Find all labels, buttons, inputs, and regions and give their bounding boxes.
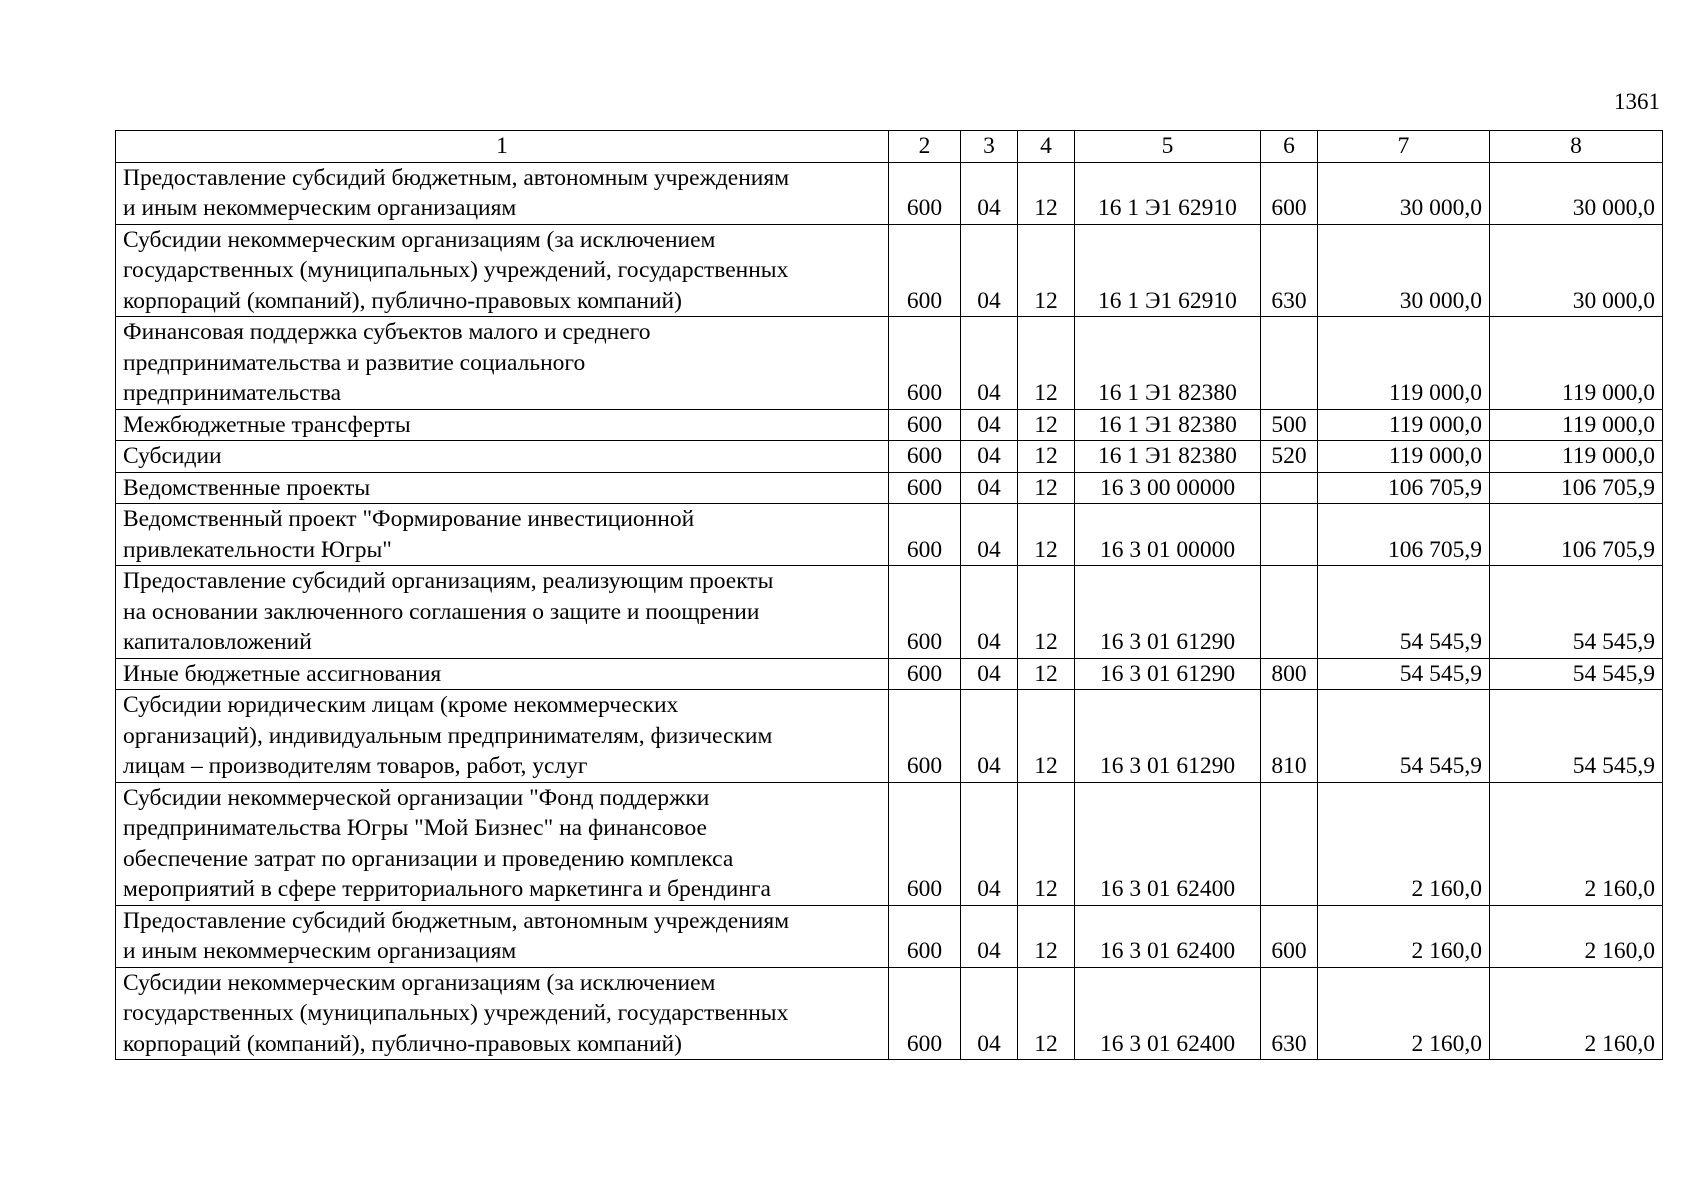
subsection-code-cell: 12 <box>1018 782 1075 905</box>
row-name-line: организаций), индивидуальным предпринимателям, физическим <box>123 722 773 749</box>
table-row <box>116 409 1663 441</box>
amount-cell-7: 30 000,0 <box>1318 224 1490 317</box>
expense-type-cell: 520 <box>1261 441 1318 473</box>
amount-cell-8: 2 160,0 <box>1490 905 1663 967</box>
header-row <box>116 131 1663 163</box>
section-code-cell: 04 <box>961 224 1018 317</box>
table-row <box>116 782 1663 905</box>
subsection-code-cell: 12 <box>1018 472 1075 504</box>
column-header: 6 <box>1261 131 1318 163</box>
expense-type-cell <box>1261 566 1318 659</box>
ministry-code-cell: 600 <box>889 317 961 410</box>
target-article-cell: 16 3 01 62400 <box>1075 967 1261 1060</box>
amount-cell-7: 2 160,0 <box>1318 967 1490 1060</box>
row-name-cell <box>116 967 889 1060</box>
ministry-code-cell: 600 <box>889 504 961 566</box>
row-name-line: Финансовая поддержка субъектов малого и среднего <box>123 319 651 345</box>
column-header: 7 <box>1318 131 1490 163</box>
row-name-line: предпринимательства и развитие социального <box>123 349 586 376</box>
row-name-cell <box>116 905 889 967</box>
row-name-cell <box>116 472 889 504</box>
ministry-code-cell: 600 <box>889 224 961 317</box>
amount-cell-7: 119 000,0 <box>1318 441 1490 473</box>
section-code-cell: 04 <box>961 472 1018 504</box>
row-name-cell <box>116 504 889 566</box>
ministry-code-cell: 600 <box>889 905 961 967</box>
section-code-cell: 04 <box>961 905 1018 967</box>
row-name-line: и иным некоммерческим организациям <box>123 938 517 964</box>
amount-cell-7: 2 160,0 <box>1318 782 1490 905</box>
row-name-line: Предоставление субсидий бюджетным, автономным учреждениям <box>123 907 790 934</box>
amount-cell-8: 54 545,9 <box>1490 658 1663 690</box>
row-name-cell <box>116 782 889 905</box>
target-article-cell: 16 1 Э1 82380 <box>1075 317 1261 410</box>
target-article-cell: 16 3 01 61290 <box>1075 690 1261 783</box>
row-name-line: государственных (муниципальных) учреждений, государственных <box>123 257 789 283</box>
row-name-line: и иным некоммерческим организациям <box>123 195 517 221</box>
table-row <box>116 441 1663 473</box>
expense-type-cell <box>1261 782 1318 905</box>
row-name-line: Межбюджетные трансферты <box>123 411 411 438</box>
amount-cell-8: 54 545,9 <box>1490 566 1663 659</box>
table-row <box>116 317 1663 410</box>
amount-cell-7: 30 000,0 <box>1318 162 1490 224</box>
subsection-code-cell: 12 <box>1018 967 1075 1060</box>
expense-type-cell: 800 <box>1261 658 1318 690</box>
subsection-code-cell: 12 <box>1018 658 1075 690</box>
ministry-code-cell: 600 <box>889 441 961 473</box>
table-row <box>116 224 1663 317</box>
row-name-line: мероприятий в сфере территориального маркетинга и брендинга <box>123 876 771 902</box>
expense-type-cell <box>1261 472 1318 504</box>
table-body <box>116 162 1663 1060</box>
table-row <box>116 504 1663 566</box>
section-code-cell: 04 <box>961 658 1018 690</box>
row-name-line: Предоставление субсидий организациям, реализующим проекты <box>123 568 774 594</box>
row-name-line: Субсидии некоммерческим организациям (за исключением <box>123 226 716 253</box>
target-article-cell: 16 3 01 00000 <box>1075 504 1261 566</box>
row-name-cell <box>116 162 889 224</box>
ministry-code-cell: 600 <box>889 690 961 783</box>
row-name-line: Предоставление субсидий бюджетным, автономным учреждениям <box>123 164 790 191</box>
subsection-code-cell: 12 <box>1018 504 1075 566</box>
section-code-cell: 04 <box>961 782 1018 905</box>
row-name-line: предпринимательства Югры "Мой Бизнес" на финансовое <box>123 815 707 841</box>
subsection-code-cell: 12 <box>1018 441 1075 473</box>
row-name-line: Субсидии некоммерческим организациям (за исключением <box>123 969 716 996</box>
row-name-line: Ведомственные проекты <box>123 474 371 501</box>
row-name-line: обеспечение затрат по организации и проведению комплекса <box>123 845 734 872</box>
column-header: 4 <box>1018 131 1075 163</box>
column-header: 3 <box>961 131 1018 163</box>
table-row <box>116 690 1663 783</box>
amount-cell-7: 119 000,0 <box>1318 409 1490 441</box>
target-article-cell: 16 3 01 61290 <box>1075 658 1261 690</box>
subsection-code-cell: 12 <box>1018 690 1075 783</box>
section-code-cell: 04 <box>961 566 1018 659</box>
row-name-cell <box>116 690 889 783</box>
amount-cell-8: 2 160,0 <box>1490 967 1663 1060</box>
target-article-cell: 16 1 Э1 62910 <box>1075 224 1261 317</box>
page-number: 1361 <box>1614 89 1660 114</box>
row-name-line: Субсидии некоммерческой организации "Фонд поддержки <box>123 784 710 811</box>
table-row <box>116 472 1663 504</box>
expense-type-cell: 500 <box>1261 409 1318 441</box>
amount-cell-7: 54 545,9 <box>1318 658 1490 690</box>
target-article-cell: 16 1 Э1 82380 <box>1075 409 1261 441</box>
row-name-line: капиталовложений <box>123 629 312 655</box>
expense-type-cell: 810 <box>1261 690 1318 783</box>
amount-cell-8: 119 000,0 <box>1490 317 1663 410</box>
section-code-cell: 04 <box>961 317 1018 410</box>
amount-cell-7: 54 545,9 <box>1318 690 1490 783</box>
row-name-line: Субсидии <box>123 443 222 469</box>
row-name-cell <box>116 224 889 317</box>
row-name-line: Ведомственный проект "Формирование инвестиционной <box>123 506 695 532</box>
target-article-cell: 16 3 01 61290 <box>1075 566 1261 659</box>
column-header: 5 <box>1075 131 1261 163</box>
expense-type-cell: 630 <box>1261 224 1318 317</box>
row-name-line: государственных (муниципальных) учреждений, государственных <box>123 1000 789 1026</box>
amount-cell-8: 106 705,9 <box>1490 472 1663 504</box>
target-article-cell: 16 1 Э1 82380 <box>1075 441 1261 473</box>
target-article-cell: 16 3 01 62400 <box>1075 782 1261 905</box>
target-article-cell: 16 3 01 62400 <box>1075 905 1261 967</box>
column-header: 8 <box>1490 131 1663 163</box>
section-code-cell: 04 <box>961 504 1018 566</box>
target-article-cell: 16 3 00 00000 <box>1075 472 1261 504</box>
expense-type-cell: 630 <box>1261 967 1318 1060</box>
section-code-cell: 04 <box>961 441 1018 473</box>
table-row <box>116 658 1663 690</box>
row-name-cell <box>116 441 889 473</box>
row-name-line: лицам – производителям товаров, работ, услуг <box>123 753 588 779</box>
ministry-code-cell: 600 <box>889 409 961 441</box>
subsection-code-cell: 12 <box>1018 317 1075 410</box>
section-code-cell: 04 <box>961 162 1018 224</box>
amount-cell-8: 119 000,0 <box>1490 441 1663 473</box>
row-name-line: Субсидии юридическим лицам (кроме некоммерческих <box>123 692 679 718</box>
target-article-cell: 16 1 Э1 62910 <box>1075 162 1261 224</box>
expense-type-cell: 600 <box>1261 162 1318 224</box>
expense-type-cell <box>1261 504 1318 566</box>
table-row <box>116 162 1663 224</box>
subsection-code-cell: 12 <box>1018 566 1075 659</box>
budget-table <box>115 130 1663 1060</box>
amount-cell-7: 106 705,9 <box>1318 472 1490 504</box>
amount-cell-8: 54 545,9 <box>1490 690 1663 783</box>
subsection-code-cell: 12 <box>1018 224 1075 317</box>
row-name-line: предпринимательства <box>123 380 342 406</box>
table-row <box>116 967 1663 1060</box>
row-name-line: привлекательности Югры" <box>123 536 392 563</box>
table-row <box>116 905 1663 967</box>
ministry-code-cell: 600 <box>889 658 961 690</box>
amount-cell-7: 119 000,0 <box>1318 317 1490 410</box>
row-name-cell <box>116 566 889 659</box>
amount-cell-8: 30 000,0 <box>1490 162 1663 224</box>
amount-cell-7: 106 705,9 <box>1318 504 1490 566</box>
row-name-line: корпораций (компаний), публично-правовых компаний) <box>123 1030 682 1057</box>
section-code-cell: 04 <box>961 967 1018 1060</box>
ministry-code-cell: 600 <box>889 566 961 659</box>
subsection-code-cell: 12 <box>1018 162 1075 224</box>
expense-type-cell: 600 <box>1261 905 1318 967</box>
column-header: 1 <box>116 131 889 163</box>
subsection-code-cell: 12 <box>1018 905 1075 967</box>
row-name-line: на основании заключенного соглашения о защите и поощрении <box>123 598 760 625</box>
row-name-cell <box>116 658 889 690</box>
ministry-code-cell: 600 <box>889 967 961 1060</box>
section-code-cell: 04 <box>961 409 1018 441</box>
section-code-cell: 04 <box>961 690 1018 783</box>
row-name-line: Иные бюджетные ассигнования <box>123 660 442 687</box>
ministry-code-cell: 600 <box>889 162 961 224</box>
amount-cell-8: 2 160,0 <box>1490 782 1663 905</box>
amount-cell-8: 106 705,9 <box>1490 504 1663 566</box>
amount-cell-7: 2 160,0 <box>1318 905 1490 967</box>
subsection-code-cell: 12 <box>1018 409 1075 441</box>
amount-cell-7: 54 545,9 <box>1318 566 1490 659</box>
row-name-cell <box>116 317 889 410</box>
ministry-code-cell: 600 <box>889 782 961 905</box>
expense-type-cell <box>1261 317 1318 410</box>
amount-cell-8: 119 000,0 <box>1490 409 1663 441</box>
row-name-cell <box>116 409 889 441</box>
table-row <box>116 566 1663 659</box>
column-header: 2 <box>889 131 961 163</box>
amount-cell-8: 30 000,0 <box>1490 224 1663 317</box>
row-name-line: корпораций (компаний), публично-правовых компаний) <box>123 287 682 314</box>
ministry-code-cell: 600 <box>889 472 961 504</box>
